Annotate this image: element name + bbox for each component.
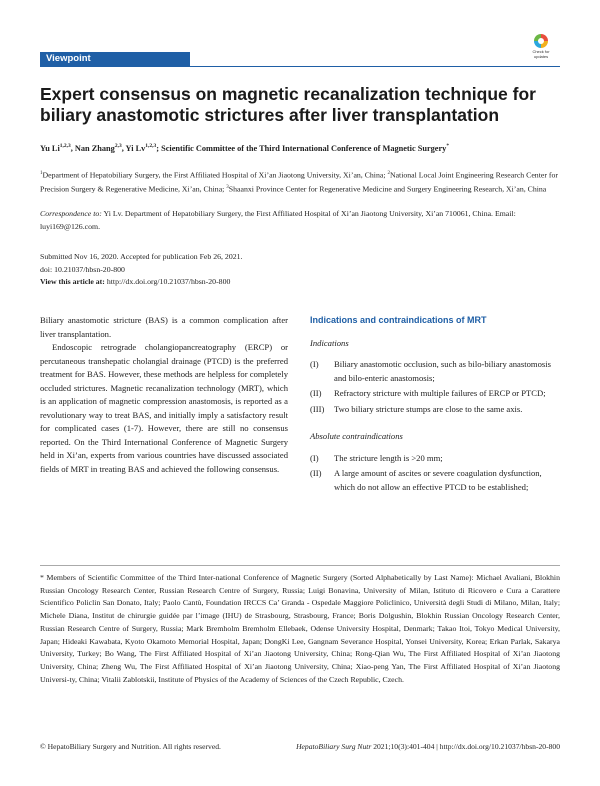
list-text: Two biliary stricture stumps are close to the same axis. — [334, 403, 523, 414]
list-text: The stricture length is >20 mm; — [334, 452, 443, 463]
list-number: (II) — [310, 468, 322, 478]
view-article-label: View this article at: — [40, 277, 105, 286]
journal-name: HepatoBiliary Surg Nutr — [296, 742, 372, 751]
indications-list — [310, 358, 560, 416]
list-number: (I) — [310, 452, 319, 463]
article-dates — [40, 251, 560, 289]
contraindications-list — [310, 452, 560, 495]
list-number: (II) — [310, 388, 322, 398]
indications-heading: Indications — [310, 337, 349, 348]
article-title: Expert consensus on magnetic recanalization technique for biliary anastomotic strictures after liver transplantation — [40, 84, 536, 125]
list-item — [310, 403, 560, 417]
list-item — [310, 467, 560, 494]
list-number: (I) — [310, 359, 319, 369]
correspondence — [40, 208, 560, 233]
view-article-line — [40, 276, 560, 289]
list-text: Refractory stricture with multiple failures of ERCP or PTCD; — [334, 388, 546, 398]
copyright: © HepatoBiliary Surgery and Nutrition. All rights reserved. — [40, 742, 221, 751]
section-rule — [40, 66, 560, 67]
body-text-right — [310, 314, 560, 504]
footnote-divider — [40, 565, 560, 566]
submission-dates: Submitted Nov 16, 2020. Accepted for publication Feb 26, 2021. — [40, 252, 243, 261]
contraindications-heading: Absolute contraindications — [310, 431, 403, 441]
author-list: Yu Li$^{1,2,3}$, Nan Zhang$^{2,3}$, Yi Lv$^{1,2,3}$; Scientific Committee of the Third International Conference of Magnetic Surgery* — [40, 143, 450, 153]
section-tag: Viewpoint — [40, 52, 190, 66]
list-text: A large amount of ascites or severe coagulation dysfunction, which do not allow an effective PTCD to be established; — [334, 468, 542, 492]
citation-text: 2021;10(3):401-404 | http://dx.doi.org/10.21037/hbsn-20-800 — [371, 742, 560, 751]
check-for-updates-label: Check for updates — [532, 49, 550, 59]
list-item — [310, 452, 560, 466]
journal-citation — [296, 742, 560, 751]
correspondence-label: Correspondence to: — [40, 209, 102, 218]
list-number: (III) — [310, 403, 325, 414]
body-paragraph: Biliary anastomotic stricture (BAS) is a common complication after liver transplantation. — [40, 315, 288, 339]
list-item — [310, 358, 560, 385]
list-text: Biliary anastomotic occlusion, such as bilo-biliary anastomosis and bilo-enteric anastomosis; — [334, 359, 551, 383]
section-heading: Indications and contraindications of MRT — [310, 315, 487, 325]
doi: doi: 10.21037/hbsn-20-800 — [40, 264, 125, 274]
affiliations: $^1$Department of Hepatobiliary Surgery, the First Affiliated Hospital of Xi’an Jiaotong University, Xi’an, China; $^2$National Local Joint Engineering Research Center for Precision Surgery & Regenerative Medicine, Xi’an, China; $^3$Shaanxi Province Center for Regenerative Medicine and Surgery Engineering Research, Xi’an, China — [40, 170, 558, 194]
check-for-updates-badge[interactable] — [528, 34, 554, 62]
body-paragraph: Endoscopic retrograde cholangiopancreatography (ERCP) or percutaneous transhepatic cholangial drainage (PTCD) is the preferred treatment for BAS. However, these methods are helpless for completely occluded strictures. Magnetic recanalization technology (MRT), which is an application of magnetic compression anastomosis, is reported as a revolutionary way to treat BAS, and initially imply a satisfactory result for complicated cases (1-7). However, there are still no consensus reported. On the Third International Conference of Magnetic Surgery held in Xi’an, experts from various countries have discussed associated fields of MRT in treating BAS and achieved the following consensus. — [40, 342, 288, 474]
view-article-link[interactable]: http://dx.doi.org/10.21037/hbsn-20-800 — [104, 277, 231, 286]
check-for-updates-icon — [534, 34, 548, 48]
committee-footnote: * Members of Scientific Committee of the Third Inter-national Conference of Magnetic Surgery (Sorted Alphabetically by Last Name): Michael Avaliani, Blokhin Russian Oncology Research Center, Russian Research Centre of Surgery, Russia; Luigi Bonavina, University of Milan, Istituto di Ricovero e Cura a Carattere Scientifico Policlin San Donato, Italy; Paolo Cantù, Foundation IRCCS Ca’ Granda - Ospedale Maggiore Policlinico, Università degli Studi di Milano, Milan, Italy; Michele Diana, Institut de chirurgie guidée par l’image (IHU) de Strasbourg, Strasbourg, France; Boris Dolgushin, Blokhin Russian Oncology Research Center, Russian Research Centre of Surgery, Russia; Mark Bremholm Bremholm Ellebaek, Odense University Hospital, Denmark; Takao Itoi, Tokyo Medical University, Japan; Hideaki Kawabata, Kyoto Okamoto Memorial Hospital, Japan; DongKi Lee, Gangnam Severance Hospital, Yonsei University, Korea; Erkan Parlak, Sakarya University, Turkey; Bo Wang, The First Affiliated Hospital of Xi’an Jiaotong University, China; Rong-Qian Wu, The First Affiliated Hospital of Xi’an Jiaotong University, China; Zheng Wu, The First Affiliated Hospital of Xi’an Jiaotong University, China; Xiao-peng Yan, The First Affiliated Hospital of Xi’an Jiaotong Universi-ty, China; Vitalii Zablotskii, Institute of Physics of the Academy of Sciences of the Czech Republic, Czech. — [40, 573, 560, 684]
correspondence-text: Yi Lv. Department of Hepatobiliary Surgery, the First Affiliated Hospital of Xi’an Jiaotong University, Xi’an 710061, China. Email: luyi169@126.com. — [40, 209, 516, 231]
body-text-left — [40, 314, 288, 476]
list-item — [310, 387, 560, 401]
